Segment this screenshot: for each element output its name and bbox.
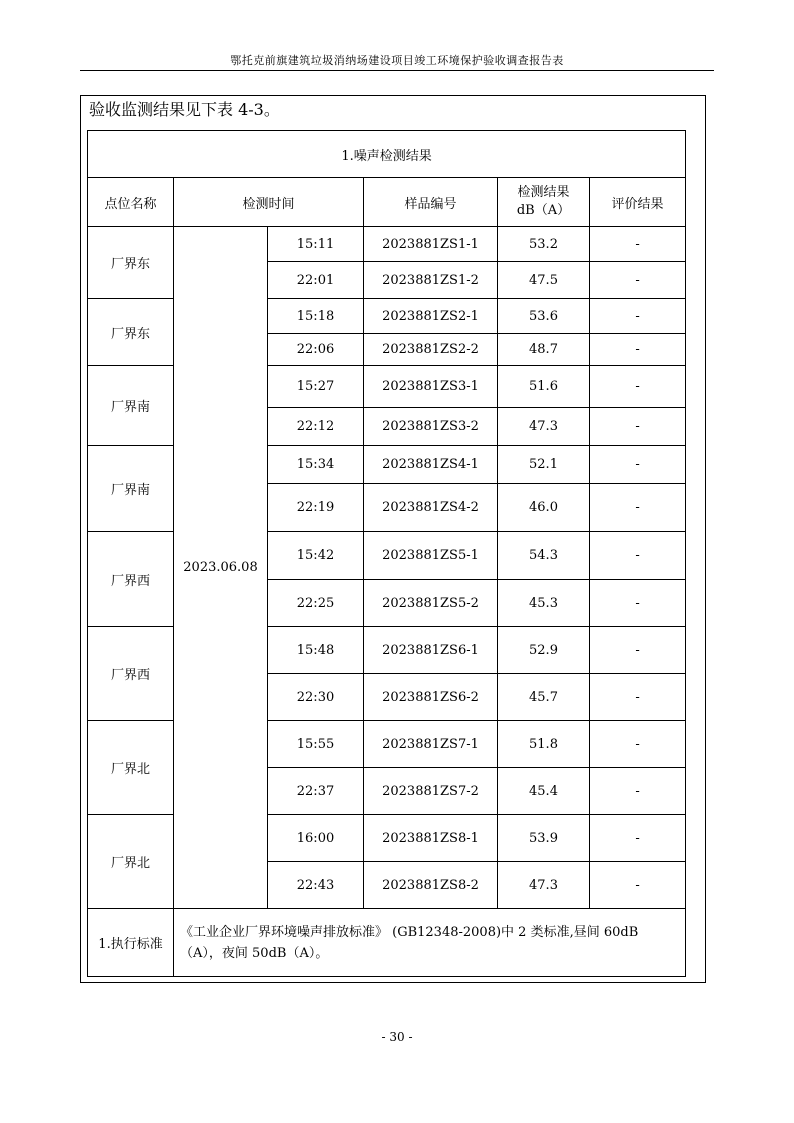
sample-id-cell: 2023881ZS7-2 [364,768,498,815]
page-number: - 30 - [381,1030,413,1044]
point-name-cell: 厂界北 [88,721,174,815]
header-result-line2: dB（A） [516,203,571,218]
header-result [498,178,590,227]
time-cell: 22:43 [268,862,364,909]
header-divider [80,70,714,71]
sample-id-cell: 2023881ZS8-2 [364,862,498,909]
time-cell: 15:34 [268,446,364,484]
time-cell: 15:18 [268,299,364,334]
eval-result-cell: - [590,408,686,446]
eval-result-cell: - [590,674,686,721]
time-cell: 15:27 [268,366,364,408]
point-name-cell: 厂界西 [88,532,174,627]
sample-id-cell: 2023881ZS1-1 [364,227,498,262]
table-title-row [88,131,686,178]
time-cell: 15:11 [268,227,364,262]
eval-result-cell: - [590,580,686,627]
time-cell: 15:42 [268,532,364,580]
point-name-cell: 厂界西 [88,627,174,721]
eval-result-cell: - [590,815,686,862]
header-sample: 样品编号 [364,178,498,227]
result-value-cell: 53.9 [498,815,590,862]
eval-result-cell: - [590,227,686,262]
time-cell: 15:55 [268,721,364,768]
sample-id-cell: 2023881ZS1-2 [364,262,498,299]
result-value-cell: 47.5 [498,262,590,299]
point-name-cell: 厂界东 [88,227,174,299]
result-value-cell: 53.2 [498,227,590,262]
standard-text: 《工业企业厂界环境噪声排放标准》 (GB12348-2008)中 2 类标准,昼间 60dB（A），夜间 50dB（A）。 [174,909,686,977]
sample-id-cell: 2023881ZS3-1 [364,366,498,408]
result-value-cell: 52.9 [498,627,590,674]
sample-id-cell: 2023881ZS4-1 [364,446,498,484]
eval-result-cell: - [590,446,686,484]
eval-result-cell: - [590,366,686,408]
header-time: 检测时间 [174,178,364,227]
noise-results-table [87,130,686,977]
sample-id-cell: 2023881ZS2-1 [364,299,498,334]
result-value-cell: 46.0 [498,484,590,532]
result-value-cell: 45.3 [498,580,590,627]
time-cell: 22:19 [268,484,364,532]
eval-result-cell: - [590,768,686,815]
eval-result-cell: - [590,532,686,580]
result-value-cell: 48.7 [498,334,590,366]
point-name-cell: 厂界南 [88,366,174,446]
date-cell: 2023.06.08 [174,227,268,909]
header-result-line1: 检测结果 [517,185,570,200]
result-value-cell: 47.3 [498,408,590,446]
standard-row [88,909,686,977]
table-header-row [88,178,686,227]
standard-label: 1.执行标准 [88,909,174,977]
sample-id-cell: 2023881ZS6-1 [364,627,498,674]
sample-id-cell: 2023881ZS5-2 [364,580,498,627]
header-point: 点位名称 [88,178,174,227]
table-title: 1.噪声检测结果 [88,131,686,178]
result-value-cell: 54.3 [498,532,590,580]
point-name-cell: 厂界东 [88,299,174,366]
result-value-cell: 52.1 [498,446,590,484]
sample-id-cell: 2023881ZS7-1 [364,721,498,768]
table-row [88,227,686,262]
point-name-cell: 厂界南 [88,446,174,532]
sample-id-cell: 2023881ZS2-2 [364,334,498,366]
sample-id-cell: 2023881ZS5-1 [364,532,498,580]
time-cell: 22:01 [268,262,364,299]
result-value-cell: 45.4 [498,768,590,815]
time-cell: 22:12 [268,408,364,446]
eval-result-cell: - [590,627,686,674]
time-cell: 16:00 [268,815,364,862]
eval-result-cell: - [590,484,686,532]
result-value-cell: 47.3 [498,862,590,909]
time-cell: 22:25 [268,580,364,627]
time-cell: 22:37 [268,768,364,815]
report-header: 鄂托克前旗建筑垃圾消纳场建设项目竣工环境保护验收调查报告表 [230,54,564,67]
sample-id-cell: 2023881ZS8-1 [364,815,498,862]
eval-result-cell: - [590,721,686,768]
sample-id-cell: 2023881ZS6-2 [364,674,498,721]
sample-id-cell: 2023881ZS3-2 [364,408,498,446]
result-value-cell: 51.6 [498,366,590,408]
result-value-cell: 53.6 [498,299,590,334]
point-name-cell: 厂界北 [88,815,174,909]
eval-result-cell: - [590,299,686,334]
eval-result-cell: - [590,262,686,299]
sample-id-cell: 2023881ZS4-2 [364,484,498,532]
eval-result-cell: - [590,334,686,366]
result-value-cell: 45.7 [498,674,590,721]
time-cell: 15:48 [268,627,364,674]
header-eval: 评价结果 [590,178,686,227]
eval-result-cell: - [590,862,686,909]
time-cell: 22:06 [268,334,364,366]
time-cell: 22:30 [268,674,364,721]
result-value-cell: 51.8 [498,721,590,768]
intro-text: 验收监测结果见下表 4-3。 [89,100,280,119]
